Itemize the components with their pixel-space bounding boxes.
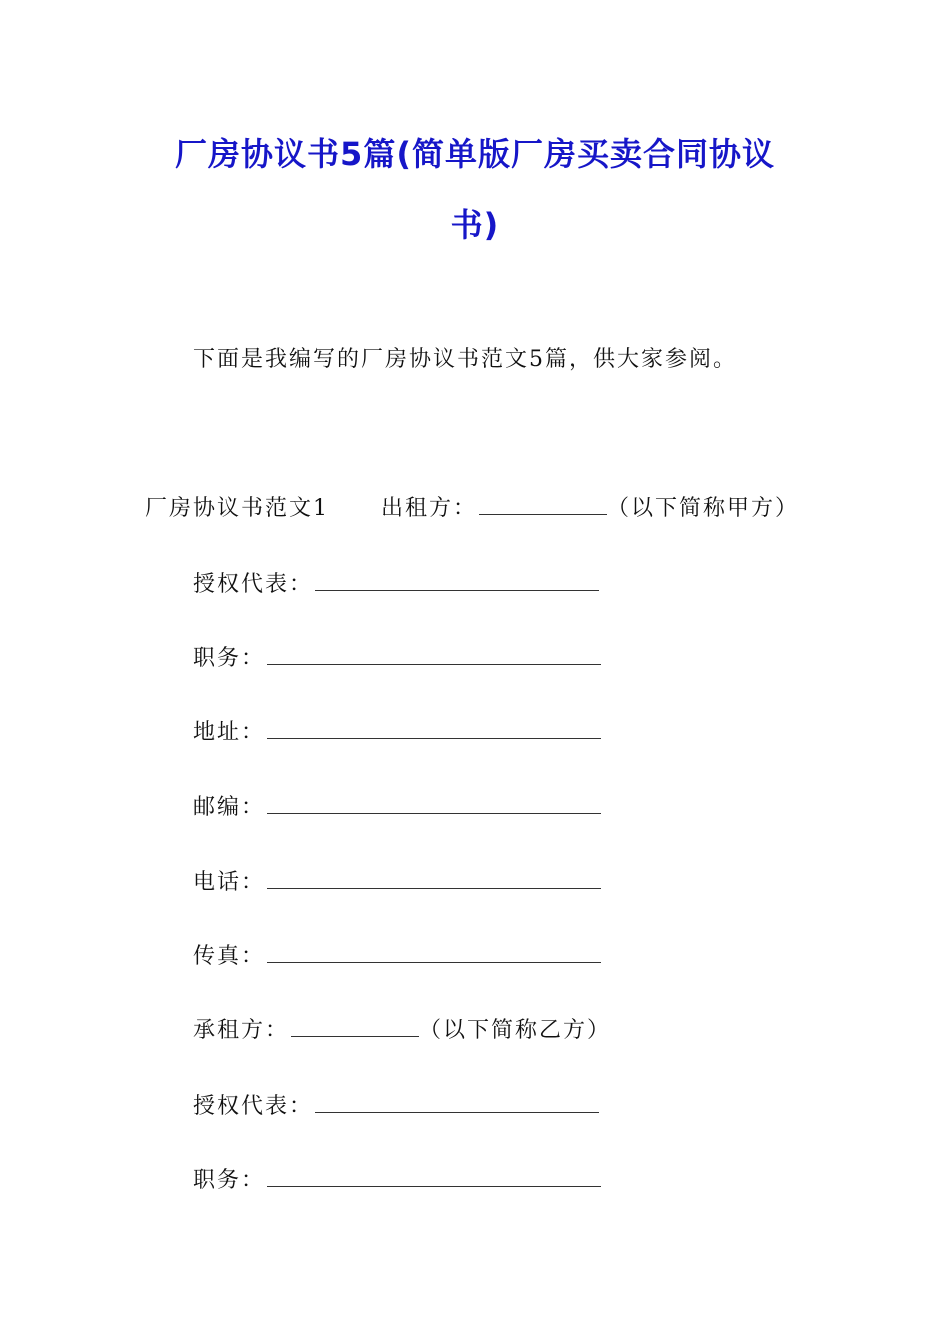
field-row	[193, 942, 601, 972]
field-blank	[267, 644, 601, 665]
field-row	[193, 644, 601, 674]
lessor-label: 出租方：	[381, 496, 478, 521]
field-label: 邮编：	[193, 795, 266, 820]
field-blank	[267, 1166, 601, 1187]
field-row	[193, 1092, 599, 1122]
lessor-blank	[479, 494, 607, 515]
lessee-note: （以下简称乙方）	[419, 1018, 612, 1043]
document-title-line-1: 厂房协议书5篇(简单版厂房买卖合同协议	[175, 135, 775, 173]
field-row	[193, 718, 601, 748]
field-blank	[267, 868, 601, 889]
field-blank	[267, 942, 601, 963]
field-label: 电话：	[193, 870, 266, 895]
field-row	[193, 570, 599, 600]
field-blank	[315, 1092, 599, 1113]
field-row	[193, 793, 601, 823]
field-blank	[267, 718, 601, 739]
lessor-row	[145, 494, 799, 524]
field-blank	[315, 570, 599, 591]
field-label: 地址：	[193, 720, 266, 745]
section-heading: 厂房协议书范文1	[145, 496, 329, 521]
lessee-blank	[291, 1016, 419, 1037]
field-label: 授权代表：	[193, 1094, 314, 1119]
field-blank	[267, 793, 601, 814]
field-label: 职务：	[193, 646, 266, 671]
field-row	[193, 1166, 601, 1196]
document-title-line-2: 书)	[450, 206, 500, 244]
field-label: 传真：	[193, 944, 266, 969]
field-label: 授权代表：	[193, 572, 314, 597]
lessee-row	[193, 1016, 611, 1046]
lessor-note: （以下简称甲方）	[607, 496, 800, 521]
intro-paragraph: 下面是我编写的厂房协议书范文5篇，供大家参阅。	[193, 347, 737, 372]
lessee-label: 承租方：	[193, 1018, 290, 1043]
field-label: 职务：	[193, 1168, 266, 1193]
field-row	[193, 868, 601, 898]
